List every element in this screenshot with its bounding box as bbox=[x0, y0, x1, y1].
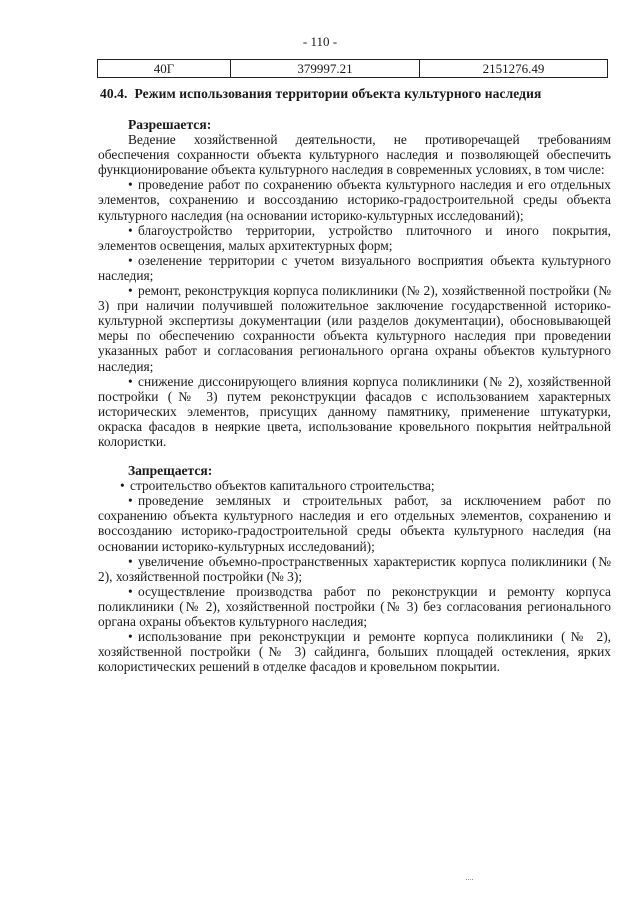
table-cell-x: 379997.21 bbox=[231, 60, 420, 78]
bullet-icon: • bbox=[128, 283, 133, 299]
list-item bbox=[98, 584, 611, 629]
bullet-icon: • bbox=[128, 629, 133, 645]
list-item-text: озеленение территории с учетом визуального восприятия объекта культурного наследия; bbox=[98, 252, 611, 283]
list-item bbox=[98, 374, 611, 449]
allowed-heading: Разрешается: bbox=[128, 117, 212, 132]
list-item-text: увеличение объемно-пространственных характеристик корпуса поликлиники (№ 2), хозяйственной постройки (№ 3); bbox=[98, 553, 611, 584]
list-item-text: осуществление производства работ по реконструкции и ремонту корпуса поликлиники (№ 2), хозяйственной постройки (№ 3) без согласования регионального органа охраны объектов культурного наследия; bbox=[98, 583, 611, 629]
bullet-icon: • bbox=[128, 493, 133, 509]
bullet-icon: • bbox=[120, 478, 125, 494]
table-row bbox=[98, 60, 608, 78]
list-item-text: строительство объектов капитального строительства; bbox=[130, 478, 435, 494]
scan-mark bbox=[466, 876, 473, 880]
bullet-icon: • bbox=[128, 252, 133, 268]
list-item bbox=[98, 253, 611, 283]
page-number: - 110 - bbox=[302, 34, 338, 49]
bullet-icon: • bbox=[128, 222, 133, 238]
bullet-icon: • bbox=[128, 553, 133, 569]
list-item-text: снижение диссонирующего влияния корпуса поликлиники (№ 2), хозяйственной постройки (№ 3) путем реконструкции фасадов с использованием характерных исторических элементов, присущих данному памятнику, применение штукатурки, окраска фасадов в неяркие цвета, использование кровельного покрытия нейтральной колористки. bbox=[98, 373, 611, 449]
allowed-intro: Ведение хозяйственной деятельности, не противоречащей требованиям обеспечения сохранности объекта культурного наследия и позволяющей обеспечить функционирование объекта культурного наследия в современных условиях, в том числе: bbox=[98, 132, 611, 178]
list-item bbox=[98, 223, 611, 253]
list-item bbox=[98, 493, 611, 553]
coordinates-table bbox=[97, 59, 608, 78]
section-title: Режим использования территории объекта культурного наследия bbox=[134, 86, 542, 101]
table-cell-point: 40Г bbox=[98, 60, 231, 78]
list-item-text: ремонт, реконструкция корпуса поликлиники (№ 2), хозяйственной постройки (№ 3) при наличии получившей положительное заключение государственной историко-культурной экспертизы документации (или разделов документации), обосновывающей меры по обеспечению сохранности объекта культурного наследия при проведении указанных работ и согласования регионального органа охраны объектов культурного наследия; bbox=[98, 283, 611, 374]
list-item bbox=[98, 478, 611, 493]
list-item-text: проведение земляных и строительных работ, за исключением работ по сохранению объекта культурного наследия и его отдельных элементов, сохранению и воссозданию историко-градостроительной среды объекта культурного наследия (на основании историко-культурных исследований); bbox=[98, 493, 611, 554]
bullet-icon: • bbox=[128, 177, 133, 193]
list-item-text: благоустройство территории, устройство плиточного и иного покрытия, элементов освещения, малых архитектурных форм; bbox=[98, 222, 611, 253]
table-cell-y: 2151276.49 bbox=[420, 60, 608, 78]
bullet-icon: • bbox=[128, 373, 133, 389]
bullet-icon: • bbox=[128, 583, 133, 599]
section-spacer bbox=[98, 449, 611, 463]
list-item bbox=[98, 554, 611, 584]
list-item bbox=[98, 283, 611, 374]
document-body bbox=[98, 117, 611, 674]
forbidden-heading: Запрещается: bbox=[128, 463, 213, 479]
section-heading bbox=[100, 86, 610, 102]
list-item bbox=[98, 177, 611, 222]
list-item bbox=[98, 629, 611, 674]
list-item-text: проведение работ по сохранению объекта культурного наследия и его отдельных элементов, сохранению и воссозданию историко-градостроительной среды объекта культурного наследия (на основании историко-культурных исследований); bbox=[98, 177, 611, 223]
list-item-text: использование при реконструкции и ремонте корпуса поликлиники (№ 2), хозяйственной постройки (№ 3) сайдинга, больших площадей остекления, ярких колористических решений в отделке фасадов и кровельном покрытии. bbox=[98, 629, 611, 675]
section-number: 40.4. bbox=[100, 86, 128, 101]
